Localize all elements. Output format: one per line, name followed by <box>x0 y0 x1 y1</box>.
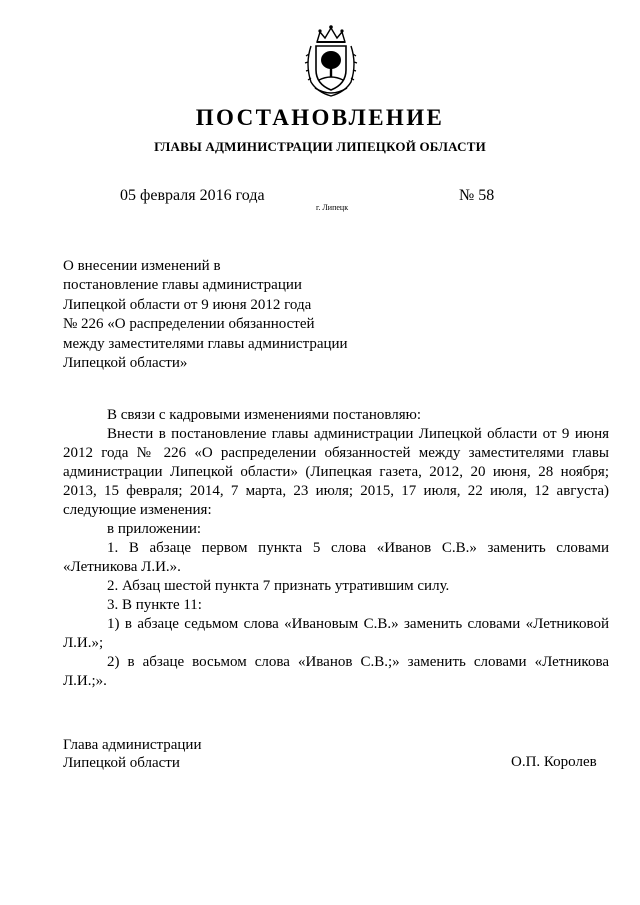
body-paragraph: 3. В пункте 11: <box>107 597 202 613</box>
document-number: № 58 <box>459 187 495 204</box>
signature-position: Глава администрации Липецкой области <box>63 737 202 771</box>
body-paragraph: 2. Абзац шестой пункта 7 признать утратившим силу. <box>107 578 450 594</box>
document-city: г. Липецк <box>316 203 349 212</box>
document-title: ПОСТАНОВЛЕНИЕ <box>195 105 445 130</box>
coat-of-arms-icon <box>303 24 359 98</box>
body-paragraph: В связи с кадровыми изменениями постановляю: <box>107 407 422 423</box>
document-body <box>63 406 609 691</box>
document-date: 05 февраля 2016 года <box>120 187 265 204</box>
body-paragraph: 1. В абзаце первом пункта 5 слова «Иванов С.В.» заменить словами «Летникова Л.И.». <box>63 540 609 575</box>
document-subject: О внесении изменений в постановление главы администрации Липецкой области от 9 июня 2012 года № 226 «О распределении обязанностей между заместителями главы администрации Липецкой области» <box>63 258 348 372</box>
body-paragraph: в приложении: <box>107 521 202 537</box>
body-paragraph: Внести в постановление главы администрации Липецкой области от 9 июня 2012 года № 226 «О распределении обязанностей между заместителями главы администрации Липецкой области» (Липецкая газета, 2012, 20 июня, 28 ноября; 2013, 15 февраля; 2014, 7 марта, 23 июля; 2015, 17 июля, 22 июля, 12 августа) следующие изменения: <box>63 426 609 518</box>
body-paragraph: 2) в абзаце восьмом слова «Иванов С.В.;» заменить словами «Летникова Л.И.;». <box>63 654 609 689</box>
signature-name: О.П. Королев <box>511 754 597 770</box>
body-paragraph: 1) в абзаце седьмом слова «Ивановым С.В.» заменить словами «Летниковой Л.И.»; <box>63 616 609 651</box>
document-subtitle: ГЛАВЫ АДМИНИСТРАЦИИ ЛИПЕЦКОЙ ОБЛАСТИ <box>154 139 486 154</box>
